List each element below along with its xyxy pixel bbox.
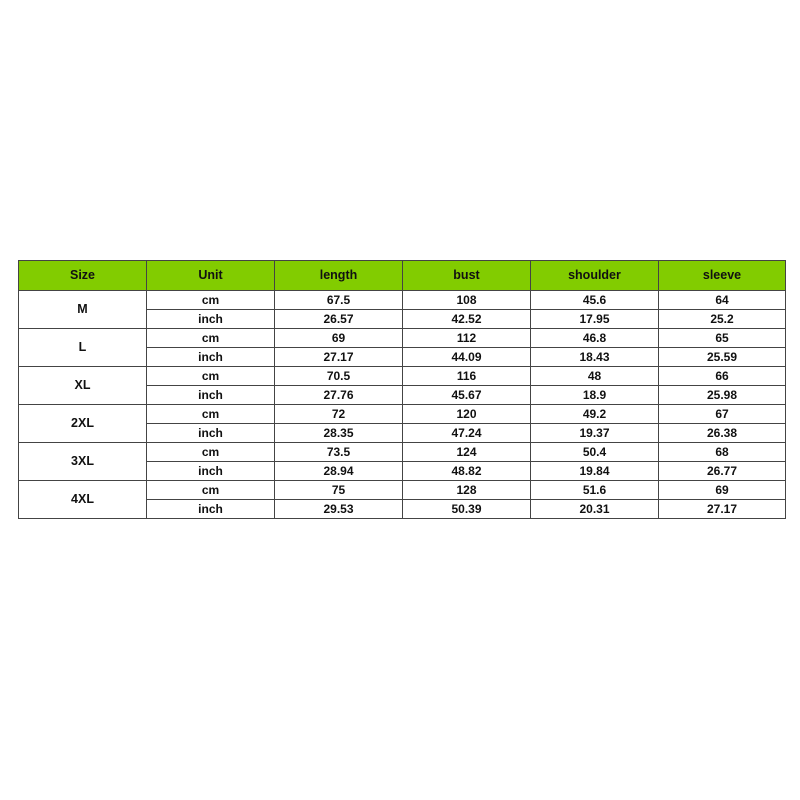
length-value: 72 [275,405,403,424]
shoulder-value: 49.2 [531,405,659,424]
sleeve-value: 66 [659,367,786,386]
size-label: XL [19,367,147,405]
shoulder-value: 18.9 [531,386,659,405]
bust-value: 44.09 [403,348,531,367]
table-row [19,291,786,310]
size-label: M [19,291,147,329]
size-label: 2XL [19,405,147,443]
header-length: length [275,261,403,291]
bust-value: 45.67 [403,386,531,405]
shoulder-value: 48 [531,367,659,386]
bust-value: 120 [403,405,531,424]
sleeve-value: 67 [659,405,786,424]
unit-label: cm [147,405,275,424]
shoulder-value: 51.6 [531,481,659,500]
header-shoulder: shoulder [531,261,659,291]
unit-label: inch [147,500,275,519]
length-value: 75 [275,481,403,500]
sleeve-value: 26.77 [659,462,786,481]
header-unit: Unit [147,261,275,291]
unit-label: cm [147,291,275,310]
unit-label: inch [147,424,275,443]
unit-label: inch [147,386,275,405]
length-value: 70.5 [275,367,403,386]
unit-label: cm [147,481,275,500]
unit-label: inch [147,462,275,481]
unit-label: inch [147,310,275,329]
size-label: 3XL [19,443,147,481]
length-value: 27.17 [275,348,403,367]
header-row [19,261,786,291]
header-bust: bust [403,261,531,291]
shoulder-value: 19.37 [531,424,659,443]
bust-value: 128 [403,481,531,500]
length-value: 73.5 [275,443,403,462]
shoulder-value: 19.84 [531,462,659,481]
length-value: 28.94 [275,462,403,481]
header-sleeve: sleeve [659,261,786,291]
length-value: 26.57 [275,310,403,329]
bust-value: 108 [403,291,531,310]
sleeve-value: 25.98 [659,386,786,405]
size-label: 4XL [19,481,147,519]
unit-label: cm [147,367,275,386]
bust-value: 116 [403,367,531,386]
shoulder-value: 50.4 [531,443,659,462]
unit-label: cm [147,329,275,348]
length-value: 29.53 [275,500,403,519]
sleeve-value: 27.17 [659,500,786,519]
length-value: 27.76 [275,386,403,405]
length-value: 28.35 [275,424,403,443]
bust-value: 47.24 [403,424,531,443]
sleeve-value: 25.59 [659,348,786,367]
bust-value: 50.39 [403,500,531,519]
table-row [19,405,786,424]
shoulder-value: 18.43 [531,348,659,367]
table-row [19,367,786,386]
unit-label: inch [147,348,275,367]
bust-value: 42.52 [403,310,531,329]
unit-label: cm [147,443,275,462]
bust-value: 112 [403,329,531,348]
shoulder-value: 45.6 [531,291,659,310]
sleeve-value: 25.2 [659,310,786,329]
sleeve-value: 65 [659,329,786,348]
sleeve-value: 64 [659,291,786,310]
sleeve-value: 68 [659,443,786,462]
shoulder-value: 20.31 [531,500,659,519]
length-value: 69 [275,329,403,348]
shoulder-value: 46.8 [531,329,659,348]
sleeve-value: 69 [659,481,786,500]
size-label: L [19,329,147,367]
shoulder-value: 17.95 [531,310,659,329]
sleeve-value: 26.38 [659,424,786,443]
header-size: Size [19,261,147,291]
bust-value: 48.82 [403,462,531,481]
length-value: 67.5 [275,291,403,310]
table-row [19,329,786,348]
table-row [19,443,786,462]
size-chart-table [18,260,786,519]
table-row [19,481,786,500]
bust-value: 124 [403,443,531,462]
